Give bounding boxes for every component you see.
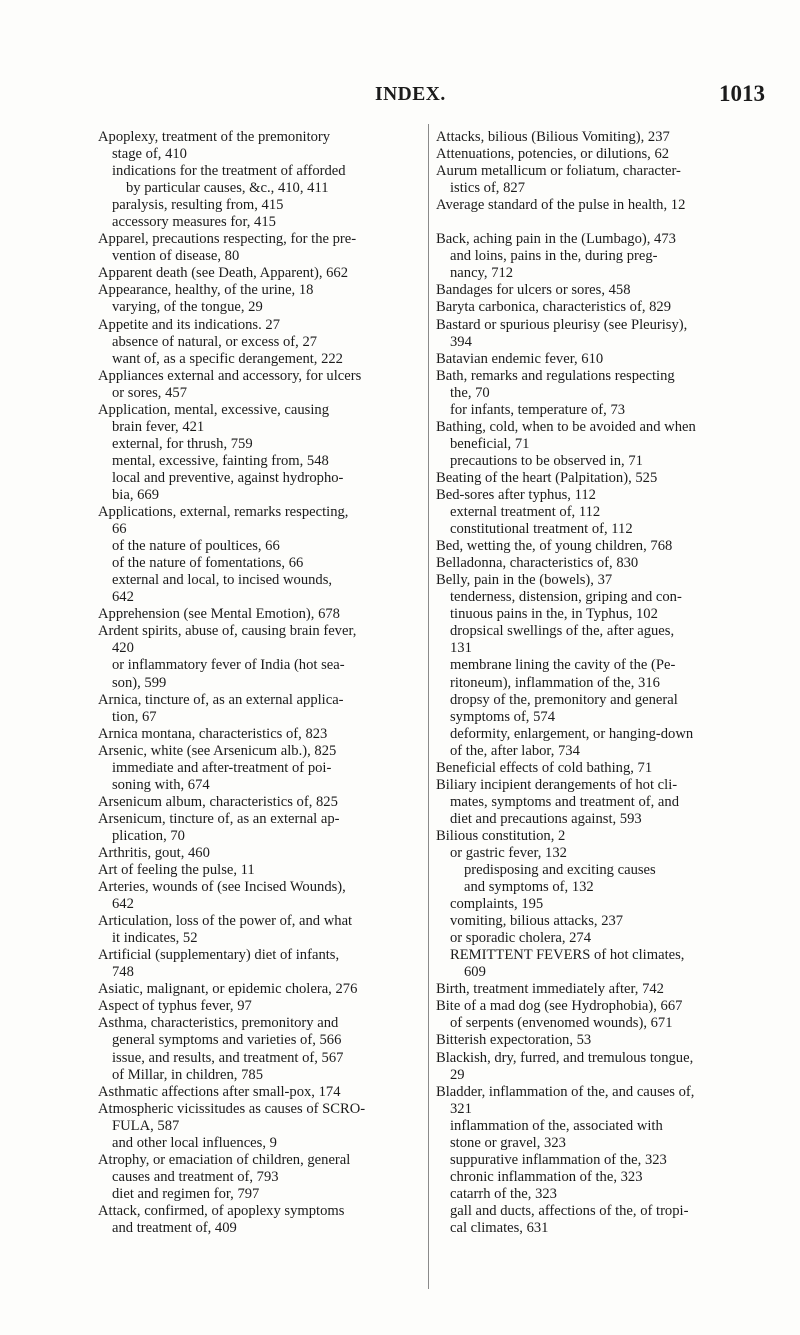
index-entry-line [436,214,766,231]
index-entry-line: or sores, 457 [112,384,187,401]
index-entry-line: Artificial (supplementary) diet of infants, [98,947,340,964]
index-entry-line: 66 [112,521,127,538]
index-column-right [436,129,766,1237]
index-entry-line: son), 599 [112,674,167,691]
index-entry-line: REMITTENT FEVERS of hot climates, [450,947,685,964]
index-entry-line: Asiatic, malignant, or epidemic cholera, 276 [98,981,358,998]
index-entry-line: FULA, 587 [112,1117,180,1134]
index-entry-line: Bandages for ulcers or sores, 458 [436,282,631,299]
index-entry-line: istics of, 827 [450,180,525,197]
index-entry-line: and treatment of, 409 [112,1220,237,1236]
index-entry-line: paralysis, resulting from, 415 [112,197,284,214]
index-entry-line: 321 [450,1100,472,1117]
page-header [0,81,800,114]
index-entry-line: varying, of the tongue, 29 [112,299,263,316]
index-entry-line: Applications, external, remarks respecting, [98,504,349,521]
index-entry-line: Articulation, loss of the power of, and what [98,913,353,930]
index-entry-line: Batavian endemic fever, 610 [436,350,604,367]
index-entry-line: want of, as a specific derangement, 222 [112,350,343,367]
index-entry-line: Bilious constitution, 2 [436,827,566,844]
index-entry-line: Bladder, inflammation of the, and causes of, [436,1083,695,1100]
index-entry-line: 29 [450,1066,465,1083]
index-entry-line: Apparel, precautions respecting, for the pre- [98,231,357,248]
index-entry-line: or sporadic cholera, 274 [450,930,592,947]
column-divider [428,124,429,1289]
index-entry-line: suppurative inflammation of the, 323 [450,1151,667,1168]
index-entry-line: Apparent death (see Death, Apparent), 662 [98,265,349,282]
index-entry-line: Arnica, tincture of, as an external applica- [98,691,344,708]
index-entry-line: local and preventive, against hydropho- [112,469,344,486]
index-entry-line: or inflammatory fever of India (hot sea- [112,657,345,674]
index-entry-line: of serpents (envenomed wounds), 671 [450,1015,673,1032]
index-entry-line: and loins, pains in the, during preg- [450,248,658,265]
index-entry-line: Attenuations, potencies, or dilutions, 62 [436,146,670,163]
index-entry-line: Art of feeling the pulse, 11 [98,862,255,879]
index-entry-line: beneficial, 71 [450,435,530,452]
index-entry-line: Apoplexy, treatment of the premonitory [98,129,331,145]
index-entry-line: deformity, enlargement, or hanging-down [450,725,694,742]
index-entry-line: Appliances external and accessory, for ulcers [98,367,362,384]
index-entry-line: Arthritis, gout, 460 [98,844,210,861]
index-entry-line: chronic inflammation of the, 323 [450,1168,643,1185]
index-entry-line: predisposing and exciting causes [464,862,656,879]
index-entry-line: stone or gravel, 323 [450,1134,566,1151]
index-entry-line: Arteries, wounds of (see Incised Wounds), [98,879,346,896]
index-entry-line: diet and regimen for, 797 [112,1185,260,1202]
index-entry-line: dropsical swellings of the, after agues, [450,623,675,640]
index-entry-line: tenderness, distension, griping and con- [450,589,682,606]
index-entry-line: constitutional treatment of, 112 [450,521,633,538]
index-entry-line: Beneficial effects of cold bathing, 71 [436,759,653,776]
index-entry-line: issue, and results, and treatment of, 567 [112,1049,344,1066]
index-entry-line: Appearance, healthy, of the urine, 18 [98,282,314,299]
index-entry-line: 642 [112,589,134,606]
index-entry-line: diet and precautions against, 593 [450,810,642,827]
page-title: INDEX. [375,84,446,105]
index-entry-line: nancy, 712 [450,265,514,282]
index-entry-line: soning with, 674 [112,776,210,793]
index-entry-line: of the nature of poultices, 66 [112,538,280,555]
index-entry-line: of the, after labor, 734 [450,742,580,759]
index-entry-line: Aspect of typhus fever, 97 [98,998,252,1015]
index-entry-line: Apprehension (see Mental Emotion), 678 [98,606,340,623]
index-entry-line: Bastard or spurious pleurisy (see Pleurisy), [436,316,688,333]
index-entry-line: vention of disease, 80 [112,248,240,265]
index-entry-line: complaints, 195 [450,896,544,913]
index-entry-line: Ardent spirits, abuse of, causing brain fever, [98,623,357,640]
index-entry-line: indications for the treatment of afforded [112,163,346,180]
index-entry-line: catarrh of the, 323 [450,1185,557,1202]
index-entry-line: Asthmatic affections after small-pox, 174 [98,1083,341,1100]
index-entry-line: 420 [112,640,134,657]
index-entry-line: Beating of the heart (Palpitation), 525 [436,469,658,486]
index-entry-line: bia, 669 [112,486,160,503]
index-entry-line: and other local influences, 9 [112,1134,277,1151]
index-entry-line: plication, 70 [112,827,185,844]
index-entry-line: tion, 67 [112,708,157,725]
index-entry-line: Aurum metallicum or foliatum, character- [436,163,681,180]
index-entry-line: Appetite and its indications. 27 [98,316,280,333]
index-entry-line: for infants, temperature of, 73 [450,401,626,418]
index-entry-line: Baryta carbonica, characteristics of, 829 [436,299,672,316]
index-entry-line: symptoms of, 574 [450,708,555,725]
index-entry-line: Attacks, bilious (Bilious Vomiting), 237 [436,129,670,145]
page-number: 1013 [719,81,765,106]
index-entry-line: 642 [112,896,134,913]
index-entry-line: ritoneum), inflammation of the, 316 [450,674,660,691]
index-entry-line: immediate and after-treatment of poi- [112,759,332,776]
index-entry-line: Arsenicum, tincture of, as an external ap- [98,810,340,827]
index-entry-line: vomiting, bilious attacks, 237 [450,913,624,930]
index-entry-line: membrane lining the cavity of the (Pe- [450,657,676,674]
index-entry-line: causes and treatment of, 793 [112,1168,279,1185]
index-entry-line: the, 70 [450,384,490,401]
index-entry-line: dropsy of the, premonitory and general [450,691,678,708]
index-entry-line: general symptoms and varieties of, 566 [112,1032,342,1049]
index-entry-line: or gastric fever, 132 [450,844,567,861]
index-entry-line: and symptoms of, 132 [464,879,594,896]
index-entry-line: Bitterish expectoration, 53 [436,1032,592,1049]
index-entry-line: Bath, remarks and regulations respecting [436,367,675,384]
index-entry-line: 609 [464,964,486,981]
index-entry-line: of Millar, in children, 785 [112,1066,263,1083]
index-entry-line: precautions to be observed in, 71 [450,452,643,469]
index-entry-line: it indicates, 52 [112,930,198,947]
index-entry-line: Asthma, characteristics, premonitory and [98,1015,339,1032]
index-entry-line: Birth, treatment immediately after, 742 [436,981,664,998]
index-entry-line: external, for thrush, 759 [112,435,253,452]
index-entry-line: Biliary incipient derangements of hot cli- [436,776,678,793]
index-entry-line: stage of, 410 [112,146,187,163]
index-entry-line: 394 [450,333,472,350]
index-entry-line: Blackish, dry, furred, and tremulous tongue, [436,1049,694,1066]
index-entry-line: cal climates, 631 [450,1220,549,1236]
index-entry-line: Bed, wetting the, of young children, 768 [436,538,673,555]
index-entry-line: Average standard of the pulse in health, 12 [436,197,686,214]
index-entry-line: Back, aching pain in the (Lumbago), 473 [436,231,676,248]
index-entry-line: Belladonna, characteristics of, 830 [436,555,639,572]
index-entry-line: Atmospheric vicissitudes as causes of SCRO- [98,1100,366,1117]
index-entry-line: external and local, to incised wounds, [112,572,333,589]
index-entry-line: Attack, confirmed, of apoplexy symptoms [98,1202,345,1219]
index-entry-line: by particular causes, &c., 410, 411 [126,180,329,197]
index-entry-line: absence of natural, or excess of, 27 [112,333,318,350]
index-entry-line: of the nature of fomentations, 66 [112,555,304,572]
index-entry-line: external treatment of, 112 [450,504,601,521]
index-entry-line: Arsenic, white (see Arsenicum alb.), 825 [98,742,337,759]
index-entry-line: Arnica montana, characteristics of, 823 [98,725,328,742]
index-entry-line: Belly, pain in the (bowels), 37 [436,572,613,589]
index-entry-line: tinuous pains in the, in Typhus, 102 [450,606,658,623]
index-entry-line: Application, mental, excessive, causing [98,401,329,418]
index-entry-line: accessory measures for, 415 [112,214,276,231]
index-entry-line: 748 [112,964,134,981]
index-entry-line: Bathing, cold, when to be avoided and when [436,418,696,435]
index-entry-line: brain fever, 421 [112,418,205,435]
index-entry-line: mates, symptoms and treatment of, and [450,793,679,810]
index-entry-line: Bite of a mad dog (see Hydrophobia), 667 [436,998,683,1015]
index-entry-line: 131 [450,640,472,657]
index-entry-line: Atrophy, or emaciation of children, general [98,1151,351,1168]
index-column-left [98,129,422,1237]
index-entry-line: Bed-sores after typhus, 112 [436,486,596,503]
index-entry-line: Arsenicum album, characteristics of, 825 [98,793,338,810]
index-entry-line: gall and ducts, affections of the, of tropi- [450,1202,689,1219]
index-entry-line: mental, excessive, fainting from, 548 [112,452,329,469]
index-entry-line: inflammation of the, associated with [450,1117,663,1134]
